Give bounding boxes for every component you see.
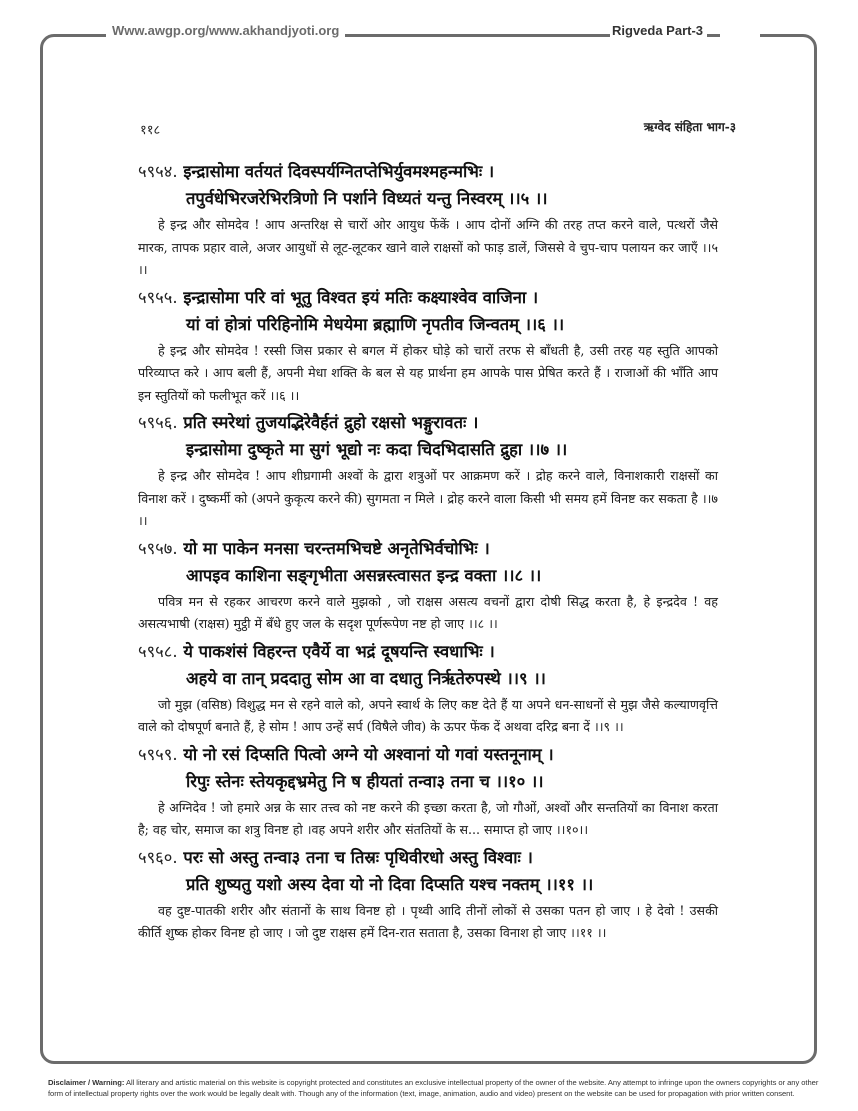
verse-line-2: आपइव काशिना सङ्गृभीता असन्नस्त्वासत इन्द्र वक्ता ।।८ ।। — [186, 565, 542, 585]
verse-line-2: अहये वा तान् प्रददातु सोम आ वा दधातु निर्ऋतेरुपस्थे ।।९ ।। — [186, 668, 546, 688]
verse-text: ये पाकशंसं विहरन्त एवैर्ये वा भद्रं दूषयन्ति स्वधाभिः । — [183, 641, 495, 661]
verse-line-1 — [138, 409, 718, 436]
verse-text: यो मा पाकेन मनसा चरन्तमभिचष्टे अनृतेभिर्वचोभिः । — [183, 538, 490, 558]
verse-translation: पवित्र मन से रहकर आचरण करने वाले मुझको , जो राक्षस असत्य वचनों द्वारा दोषी सिद्ध करता है, हे इन्द्रदेव ! वह असत्यभाषी (राक्षस) मुट्ठी में बँधे हुए जल के सदृश पूर्णरूपेण नष्ट हो जाए ।।८ ।। — [138, 593, 718, 631]
disclaimer-label: Disclaimer / Warning: — [48, 1078, 125, 1087]
verse-number: ५९५४. — [138, 162, 178, 181]
verse-translation: वह दुष्ट-पातकी शरीर और संतानों के साथ विनष्ट हो । पृथ्वी आदि तीनों लोकों से उसका पतन हो जाए । हे देवो ! उसकी कीर्ति शुष्क होकर विनष्ट हो जाए । जो दुष्ट राक्षस हमें दिन-रात सताता है, उसका विनाश हो जाए ।।११ ।। — [138, 902, 718, 940]
verse-line-2: यां वां होत्रां परिहिनोमि मेधयेमा ब्रह्माणि नृपतीव जिन्वतम् ।।६ ।। — [186, 314, 565, 334]
disclaimer-text: All literary and artistic material on this website is copyright protected and constitutes an exclusive intellectual property of the owner of the website. Any attempt to infringe upon the owners copyrights or any other form of intellectual property rights over the work would be legally dealt with. Though any of the information (text, image, animation, audio and video) present on the website can be used for propagation with prior written consent. — [48, 1078, 819, 1098]
verse-text: प्रति स्मरेथां तुजयद्भिरेवैर्हतं द्रुहो रक्षसो भङ्गुरावतः । — [183, 413, 479, 432]
verse-translation: जो मुझ (वसिष्ठ) विशुद्ध मन से रहने वाले को, अपने स्वार्थ के लिए कष्ट देते हैं या अपने धन-साधनों से मुझ जैसे कल्याणवृत्ति वाले को दोषपूर्ण बनाते हैं, हे सोम ! आप उन्हें सर्प (विषैले जीव) के ऊपर फेंक दें अथवा दरिद्र बना दें ।।९ ।। — [138, 696, 718, 734]
verse-number: ५९५७. — [138, 538, 178, 558]
verse-text: इन्द्रासोमा परि वां भूतु विश्वत इयं मतिः कक्ष्याश्वेव वाजिना । — [183, 287, 539, 307]
verse-text: परः सो अस्तु तन्वा३ तना च तिस्रः पृथिवीरधो अस्तु विश्वाः । — [183, 847, 533, 867]
verse-number: ५९५९. — [138, 744, 178, 764]
verse-line-1 — [138, 638, 718, 665]
verse-translation: हे इन्द्र और सोमदेव ! आप अन्तरिक्ष से चारों ओर आयुध फेंकें । आप दोनों अग्नि की तरह तप्त करने वाले, पत्थरों जैसे मारक, तापक प्रहार वाले, अजर आयुधों से लूट-लूटकर खाने वाले राक्षसों को फाड़ डालें, जिससे वे चुप-चाप पलायन कर जाएँ ।।५ ।। — [138, 217, 718, 277]
verse-line-1 — [138, 535, 718, 562]
verse-block — [138, 741, 718, 842]
verse-translation: हे इन्द्र और सोमदेव ! आप शीघ्रगामी अश्वों के द्वारा शत्रुओं पर आक्रमण करें । द्रोह करने वाले, विनाशकारी राक्षसों का विनाश करें । दुष्कर्मी को (अपने कुकृत्य करने की) सुगमता न मिले । द्रोह करने वाला किसी भी समय हमें विनष्ट कर सकता है ।।७ ।। — [138, 468, 718, 528]
verse-block — [138, 535, 718, 636]
verse-block — [138, 284, 718, 408]
verse-line-1 — [138, 741, 718, 768]
verse-text: इन्द्रासोमा वर्तयतं दिवस्पर्यग्नितप्तेभिर्युवमश्महन्मभिः । — [183, 162, 495, 181]
verse-block — [138, 158, 718, 282]
verse-line-1 — [138, 284, 718, 311]
verse-line-2: इन्द्रासोमा दुष्कृते मा सुगं भूद्यो नः कदा चिदभिदासति द्रुहा ।।७ ।। — [186, 440, 568, 459]
verse-line-2: तपुर्वधेभिरजरेभिरत्रिणो नि पर्शाने विध्यतं यन्तु निस्वरम् ।।५ ।। — [186, 189, 548, 208]
frame-gap — [720, 30, 760, 40]
verse-text: यो नो रसं दिप्सति पित्वो अग्ने यो अश्वानां यो गवां यस्तनूनाम् । — [183, 744, 554, 764]
page-content — [138, 158, 718, 947]
disclaimer — [48, 1077, 820, 1099]
verse-translation: हे अग्निदेव ! जो हमारे अन्न के सार तत्त्व को नष्ट करने की इच्छा करता है, जो गौओं, अश्वों और सन्ततियों का विनाश करता है; वह चोर, समाज का शत्रु विनष्ट हो ।वह अपने शरीर और संततियों के स... समाप्त हो जाए ।।१०।। — [138, 799, 718, 837]
verse-translation: हे इन्द्र और सोमदेव ! रस्सी जिस प्रकार से बगल में होकर घोड़े को चारों तरफ से बाँधती है, उसी तरह यह स्तुति आपको परिव्याप्त करे । आप बली हैं, अपनी मेधा शक्ति के बल से यह प्रार्थना हम आपके पास प्रेषित करते हैं । राजाओं की भाँति आप इन स्तुतियों को फलीभूत करें ।।६ ।। — [138, 342, 718, 403]
verse-line-1 — [138, 844, 718, 871]
verse-line-2: प्रति शुष्यतु यशो अस्य देवा यो नो दिवा दिप्सति यश्च नक्तम् ।।११ ।। — [186, 874, 594, 894]
page-number: ११८ — [140, 123, 161, 138]
verse-number: ५९६०. — [138, 847, 178, 867]
verse-number: ५९५८. — [138, 641, 178, 661]
verse-line-1 — [138, 158, 718, 185]
verse-line-2: रिपुः स्तेनः स्तेयकृद्दभ्रमेतु नि ष हीयतां तन्वा३ तना च ।।१० ।। — [186, 771, 544, 791]
verse-number: ५९५६. — [138, 413, 178, 432]
verse-block — [138, 409, 718, 533]
website-url: Www.awgp.org/www.akhandjyoti.org — [106, 23, 345, 38]
book-title: Rigveda Part-3 — [610, 23, 707, 38]
running-title: ऋग्वेद संहिता भाग-३ — [643, 120, 736, 134]
verse-block — [138, 844, 718, 945]
verse-number: ५९५५. — [138, 287, 178, 307]
verse-block — [138, 638, 718, 739]
